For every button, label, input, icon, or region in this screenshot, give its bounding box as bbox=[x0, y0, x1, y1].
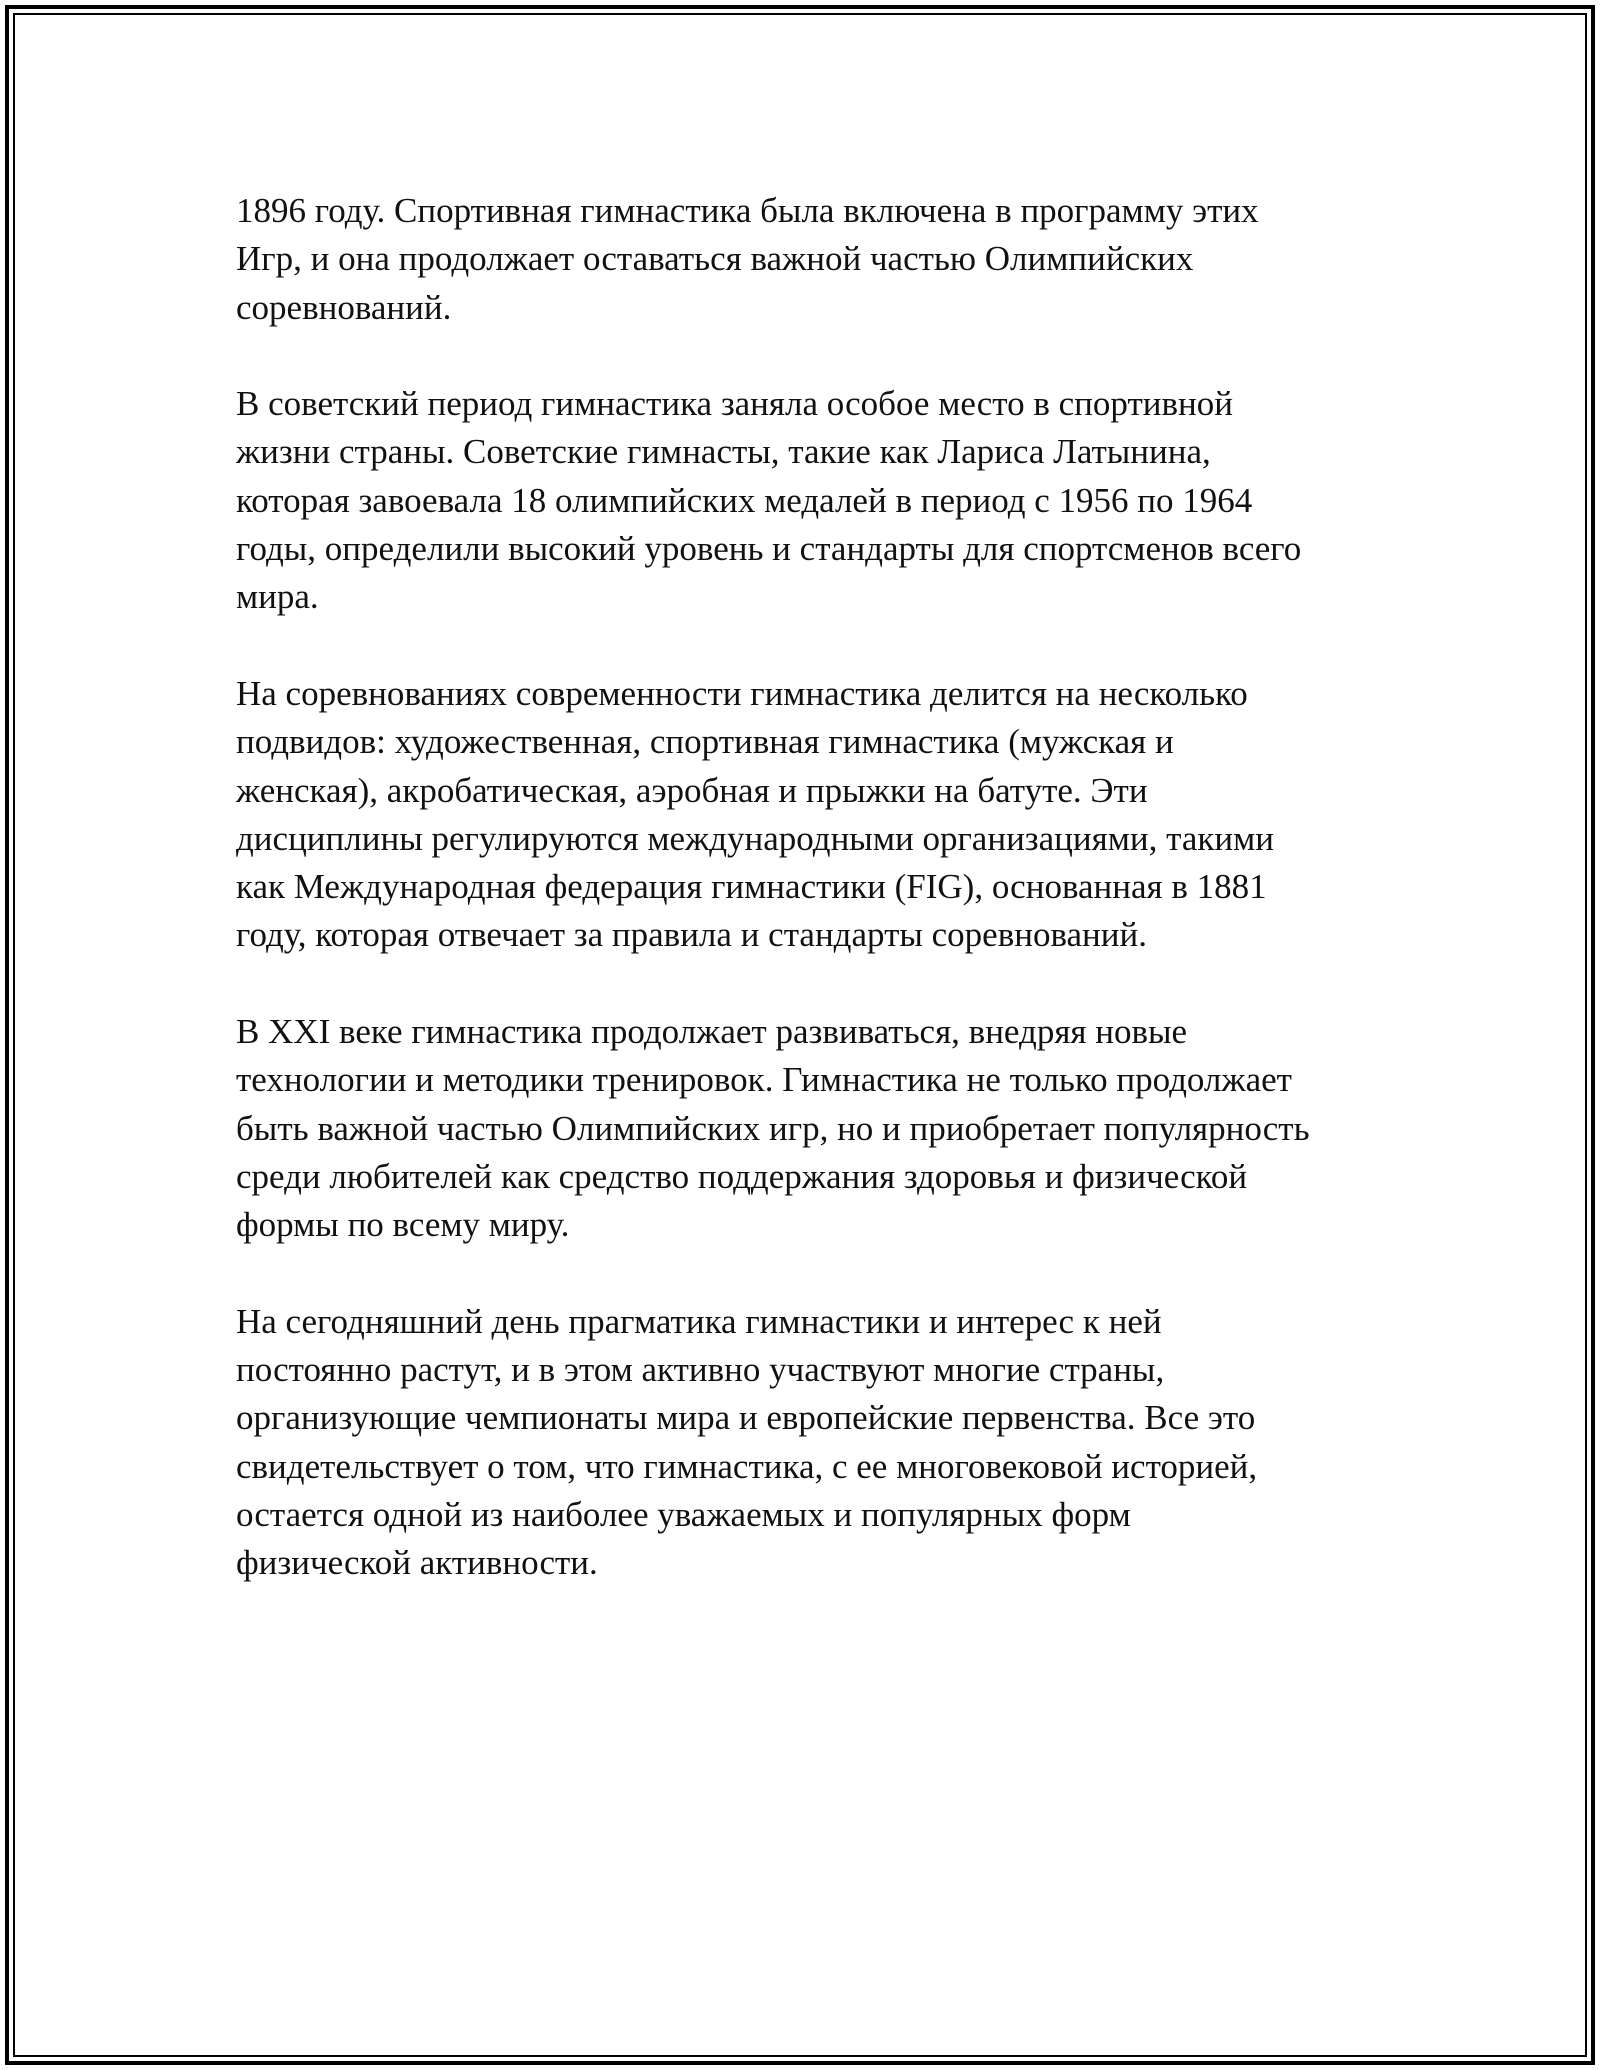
text-line: В советский период гимнастика заняла особое место в спортивной bbox=[236, 384, 1233, 424]
text-line: формы по всему миру. bbox=[236, 1205, 570, 1245]
text-line: женская), акробатическая, аэробная и прыжки на батуте. Эти bbox=[236, 770, 1148, 810]
paragraph-1 bbox=[236, 187, 1376, 332]
text-line: соревнований. bbox=[236, 287, 452, 327]
text-line: остается одной из наиболее уважаемых и популярных форм bbox=[236, 1495, 1131, 1535]
text-line: физической активности. bbox=[236, 1543, 598, 1583]
paragraph-5 bbox=[236, 1298, 1376, 1588]
paragraph-3 bbox=[236, 670, 1376, 960]
text-line: среди любителей как средство поддержания здоровья и физической bbox=[236, 1156, 1248, 1196]
text-line: которая завоевала 18 олимпийских медалей в период с 1956 по 1964 bbox=[236, 480, 1253, 520]
text-line: организующие чемпионаты мира и европейские первенства. Все это bbox=[236, 1398, 1256, 1438]
text-line: На соревнованиях современности гимнастика делится на несколько bbox=[236, 673, 1248, 713]
text-line: годы, определили высокий уровень и стандарты для спортсменов всего bbox=[236, 529, 1302, 569]
text-line: дисциплины регулируются международными организациями, такими bbox=[236, 818, 1274, 858]
paragraph-4 bbox=[236, 1008, 1376, 1249]
document-body bbox=[236, 187, 1376, 1588]
text-line: свидетельствует о том, что гимнастика, с ее многовековой историей, bbox=[236, 1446, 1258, 1486]
text-line: технологии и методики тренировок. Гимнастика не только продолжает bbox=[236, 1060, 1292, 1100]
text-line: В XXI веке гимнастика продолжает развиваться, внедряя новые bbox=[236, 1012, 1188, 1052]
text-line: На сегодняшний день прагматика гимнастики и интерес к ней bbox=[236, 1301, 1162, 1341]
text-line: быть важной частью Олимпийских игр, но и приобретает популярность bbox=[236, 1108, 1310, 1148]
paragraph-2 bbox=[236, 380, 1376, 621]
text-line: году, которая отвечает за правила и стандарты соревнований. bbox=[236, 915, 1147, 955]
text-line: 1896 году. Спортивная гимнастика была включена в программу этих bbox=[236, 191, 1259, 230]
text-line: подвидов: художественная, спортивная гимнастика (мужская и bbox=[236, 722, 1174, 762]
text-line: постоянно растут, и в этом активно участвуют многие страны, bbox=[236, 1350, 1165, 1390]
text-line: как Международная федерация гимнастики (FIG), основанная в 1881 bbox=[236, 867, 1267, 907]
text-line: Игр, и она продолжает оставаться важной частью Олимпийских bbox=[236, 239, 1194, 279]
text-line: мира. bbox=[236, 577, 319, 617]
text-line: жизни страны. Советские гимнасты, такие как Лариса Латынина, bbox=[236, 432, 1211, 472]
